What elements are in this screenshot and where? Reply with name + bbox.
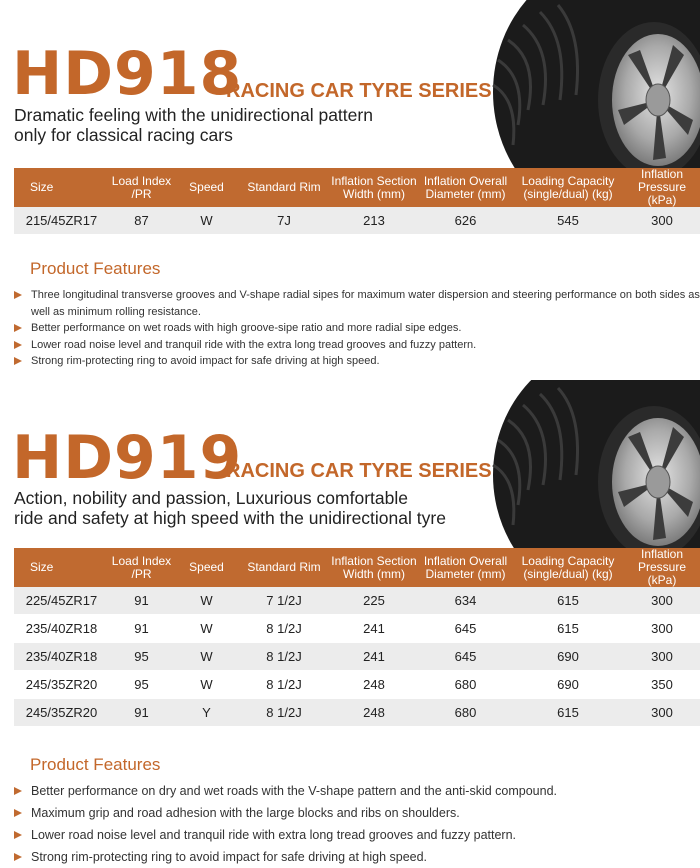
cell-loading-capacity: 615 [512,615,624,643]
cell-loading-capacity: 690 [512,643,624,671]
cell-section-width: 225 [329,587,419,615]
feature-text: Better performance on wet roads with high groove-sipe ratio and more radial sipe edges. [31,322,462,334]
cell-load-index: 91 [109,587,174,615]
cell-speed: Y [174,699,239,727]
spec-table [14,548,700,727]
features-title: Product Features [30,755,161,774]
tagline-line: Action, nobility and passion, Luxurious comfortable [14,488,408,508]
cell-rim: 7 1/2J [239,587,329,615]
list-item [14,802,700,824]
features-list [14,287,700,370]
bullet-arrow-icon [14,324,22,332]
cell-section-width: 241 [329,615,419,643]
cell-inflation-pressure: 300 [624,587,700,615]
cell-speed: W [174,207,239,235]
header-size: Size [14,168,109,207]
table-row [14,699,700,727]
cell-rim: 8 1/2J [239,615,329,643]
cell-rim: 8 1/2J [239,699,329,727]
cell-load-index: 87 [109,207,174,235]
cell-loading-capacity: 615 [512,587,624,615]
header-loading-capacity: Loading Capacity (single/dual) (kg) [512,168,624,207]
cell-inflation-pressure: 300 [624,643,700,671]
cell-inflation-pressure: 300 [624,699,700,727]
cell-load-index: 91 [109,699,174,727]
tagline-line: only for classical racing cars [14,125,233,145]
bullet-arrow-icon [14,809,22,817]
cell-overall-diameter: 645 [419,643,512,671]
table-row [14,615,700,643]
cell-loading-capacity: 615 [512,699,624,727]
header-speed: Speed [174,548,239,587]
cell-speed: W [174,643,239,671]
cell-rim: 8 1/2J [239,671,329,699]
spec-table [14,168,700,235]
cell-section-width: 248 [329,699,419,727]
cell-inflation-pressure: 350 [624,671,700,699]
model-title: HD918 [12,39,243,109]
feature-text: Maximum grip and road adhesion with the large blocks and ribs on shoulders. [31,806,460,820]
header-load-index: Load Index /PR [109,548,174,587]
tagline-line: ride and safety at high speed with the unidirectional tyre [14,508,446,528]
features-list [14,780,700,868]
list-item [14,287,700,320]
cell-load-index: 95 [109,671,174,699]
cell-load-index: 95 [109,643,174,671]
cell-section-width: 213 [329,207,419,235]
table-row [14,207,700,235]
tagline [14,105,373,145]
header-overall-diameter: Inflation Overall Diameter (mm) [419,168,512,207]
header-load-index: Load Index /PR [109,168,174,207]
cell-inflation-pressure: 300 [624,207,700,235]
feature-text: Lower road noise level and tranquil ride with extra long tread grooves and fuzzy pattern. [31,828,517,842]
bullet-arrow-icon [14,787,22,795]
list-item [14,824,700,846]
series-label: RACING CAR TYRE SERIES [226,80,492,102]
cell-inflation-pressure: 300 [624,615,700,643]
cell-size: 245/35ZR20 [14,699,109,727]
cell-size: 235/40ZR18 [14,615,109,643]
product-hd919 [0,380,700,863]
header-standard-rim: Standard Rim [239,548,329,587]
series-label: RACING CAR TYRE SERIES [226,460,492,482]
header-inflation-pressure: Inflation Pressure (kPa) [624,548,700,587]
feature-text: Lower road noise level and tranquil ride with the extra long tread grooves and fuzzy pattern. [31,338,477,351]
feature-text: Better performance on dry and wet roads with the V-shape pattern and the anti-skid compound. [31,784,558,798]
product-hd918 [0,0,700,380]
cell-loading-capacity: 690 [512,671,624,699]
header-loading-capacity: Loading Capacity (single/dual) (kg) [512,548,624,587]
tagline-line: Dramatic feeling with the unidirectional pattern [14,105,373,125]
cell-speed: W [174,587,239,615]
table-header-row [14,168,700,207]
list-item [14,337,700,354]
bullet-arrow-icon [14,831,22,839]
cell-speed: W [174,671,239,699]
bullet-arrow-icon [14,357,22,365]
table-row [14,587,700,615]
cell-section-width: 248 [329,671,419,699]
cell-overall-diameter: 645 [419,615,512,643]
cell-rim: 7J [239,207,329,235]
table-row [14,671,700,699]
cell-overall-diameter: 680 [419,699,512,727]
feature-text: Strong rim-protecting ring to avoid impact for safe driving at high speed. [31,355,380,367]
header-section-width: Inflation Section Width (mm) [329,168,419,207]
list-item [14,353,700,370]
features-title: Product Features [30,259,161,278]
bullet-arrow-icon [14,853,22,861]
cell-size: 245/35ZR20 [14,671,109,699]
tyre-image [468,0,700,168]
header-inflation-pressure: Inflation Pressure (kPa) [624,168,700,207]
header-size: Size [14,548,109,587]
cell-load-index: 91 [109,615,174,643]
cell-speed: W [174,615,239,643]
cell-rim: 8 1/2J [239,643,329,671]
table-row [14,643,700,671]
tyre-image [468,380,700,548]
feature-text: Three longitudinal transverse grooves and V-shape radial sipes for maximum water dispersion and steering performance on both sides as well as minimum rolling resistance. [31,289,700,318]
list-item [14,320,700,337]
header-section-width: Inflation Section Width (mm) [329,548,419,587]
bullet-arrow-icon [14,341,22,349]
cell-section-width: 241 [329,643,419,671]
list-item [14,846,700,868]
cell-overall-diameter: 634 [419,587,512,615]
header-overall-diameter: Inflation Overall Diameter (mm) [419,548,512,587]
cell-overall-diameter: 680 [419,671,512,699]
cell-size: 215/45ZR17 [14,207,109,235]
model-title: HD919 [12,423,243,493]
header-speed: Speed [174,168,239,207]
bullet-arrow-icon [14,291,22,299]
cell-size: 235/40ZR18 [14,643,109,671]
list-item [14,780,700,802]
cell-size: 225/45ZR17 [14,587,109,615]
header-standard-rim: Standard Rim [239,168,329,207]
cell-overall-diameter: 626 [419,207,512,235]
cell-loading-capacity: 545 [512,207,624,235]
table-header-row [14,548,700,587]
tagline [14,488,446,528]
feature-text: Strong rim-protecting ring to avoid impact for safe driving at high speed. [31,850,428,864]
